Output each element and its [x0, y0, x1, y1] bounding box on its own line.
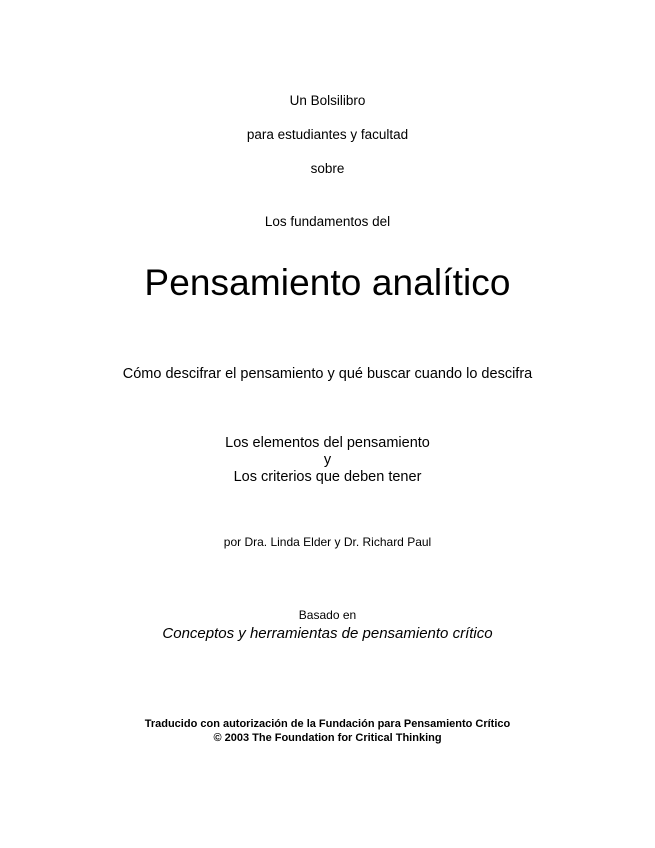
based-on-label: Basado en — [298, 608, 357, 622]
elements-line-1: Los elementos del pensamiento — [225, 435, 430, 451]
intro-line-1: Un Bolsilibro — [289, 93, 366, 108]
based-on-title: Conceptos y herramientas de pensamiento crítico — [162, 625, 493, 642]
copyright-line: © 2003 The Foundation for Critical Thinking — [213, 732, 442, 744]
document-subtitle: Cómo descifrar el pensamiento y qué buscar cuando lo descifra — [122, 366, 533, 382]
elements-line-3: Los criterios que deben tener — [233, 469, 422, 485]
pre-title: Los fundamentos del — [264, 214, 391, 229]
authors-line: por Dra. Linda Elder y Dr. Richard Paul — [223, 535, 432, 549]
intro-line-3: sobre — [310, 161, 345, 176]
document-title: Pensamiento analítico — [144, 262, 511, 303]
translation-note: Traducido con autorización de la Fundación para Pensamiento Crítico — [144, 718, 511, 730]
intro-line-2: para estudiantes y facultad — [246, 127, 409, 142]
elements-line-2: y — [323, 452, 332, 468]
